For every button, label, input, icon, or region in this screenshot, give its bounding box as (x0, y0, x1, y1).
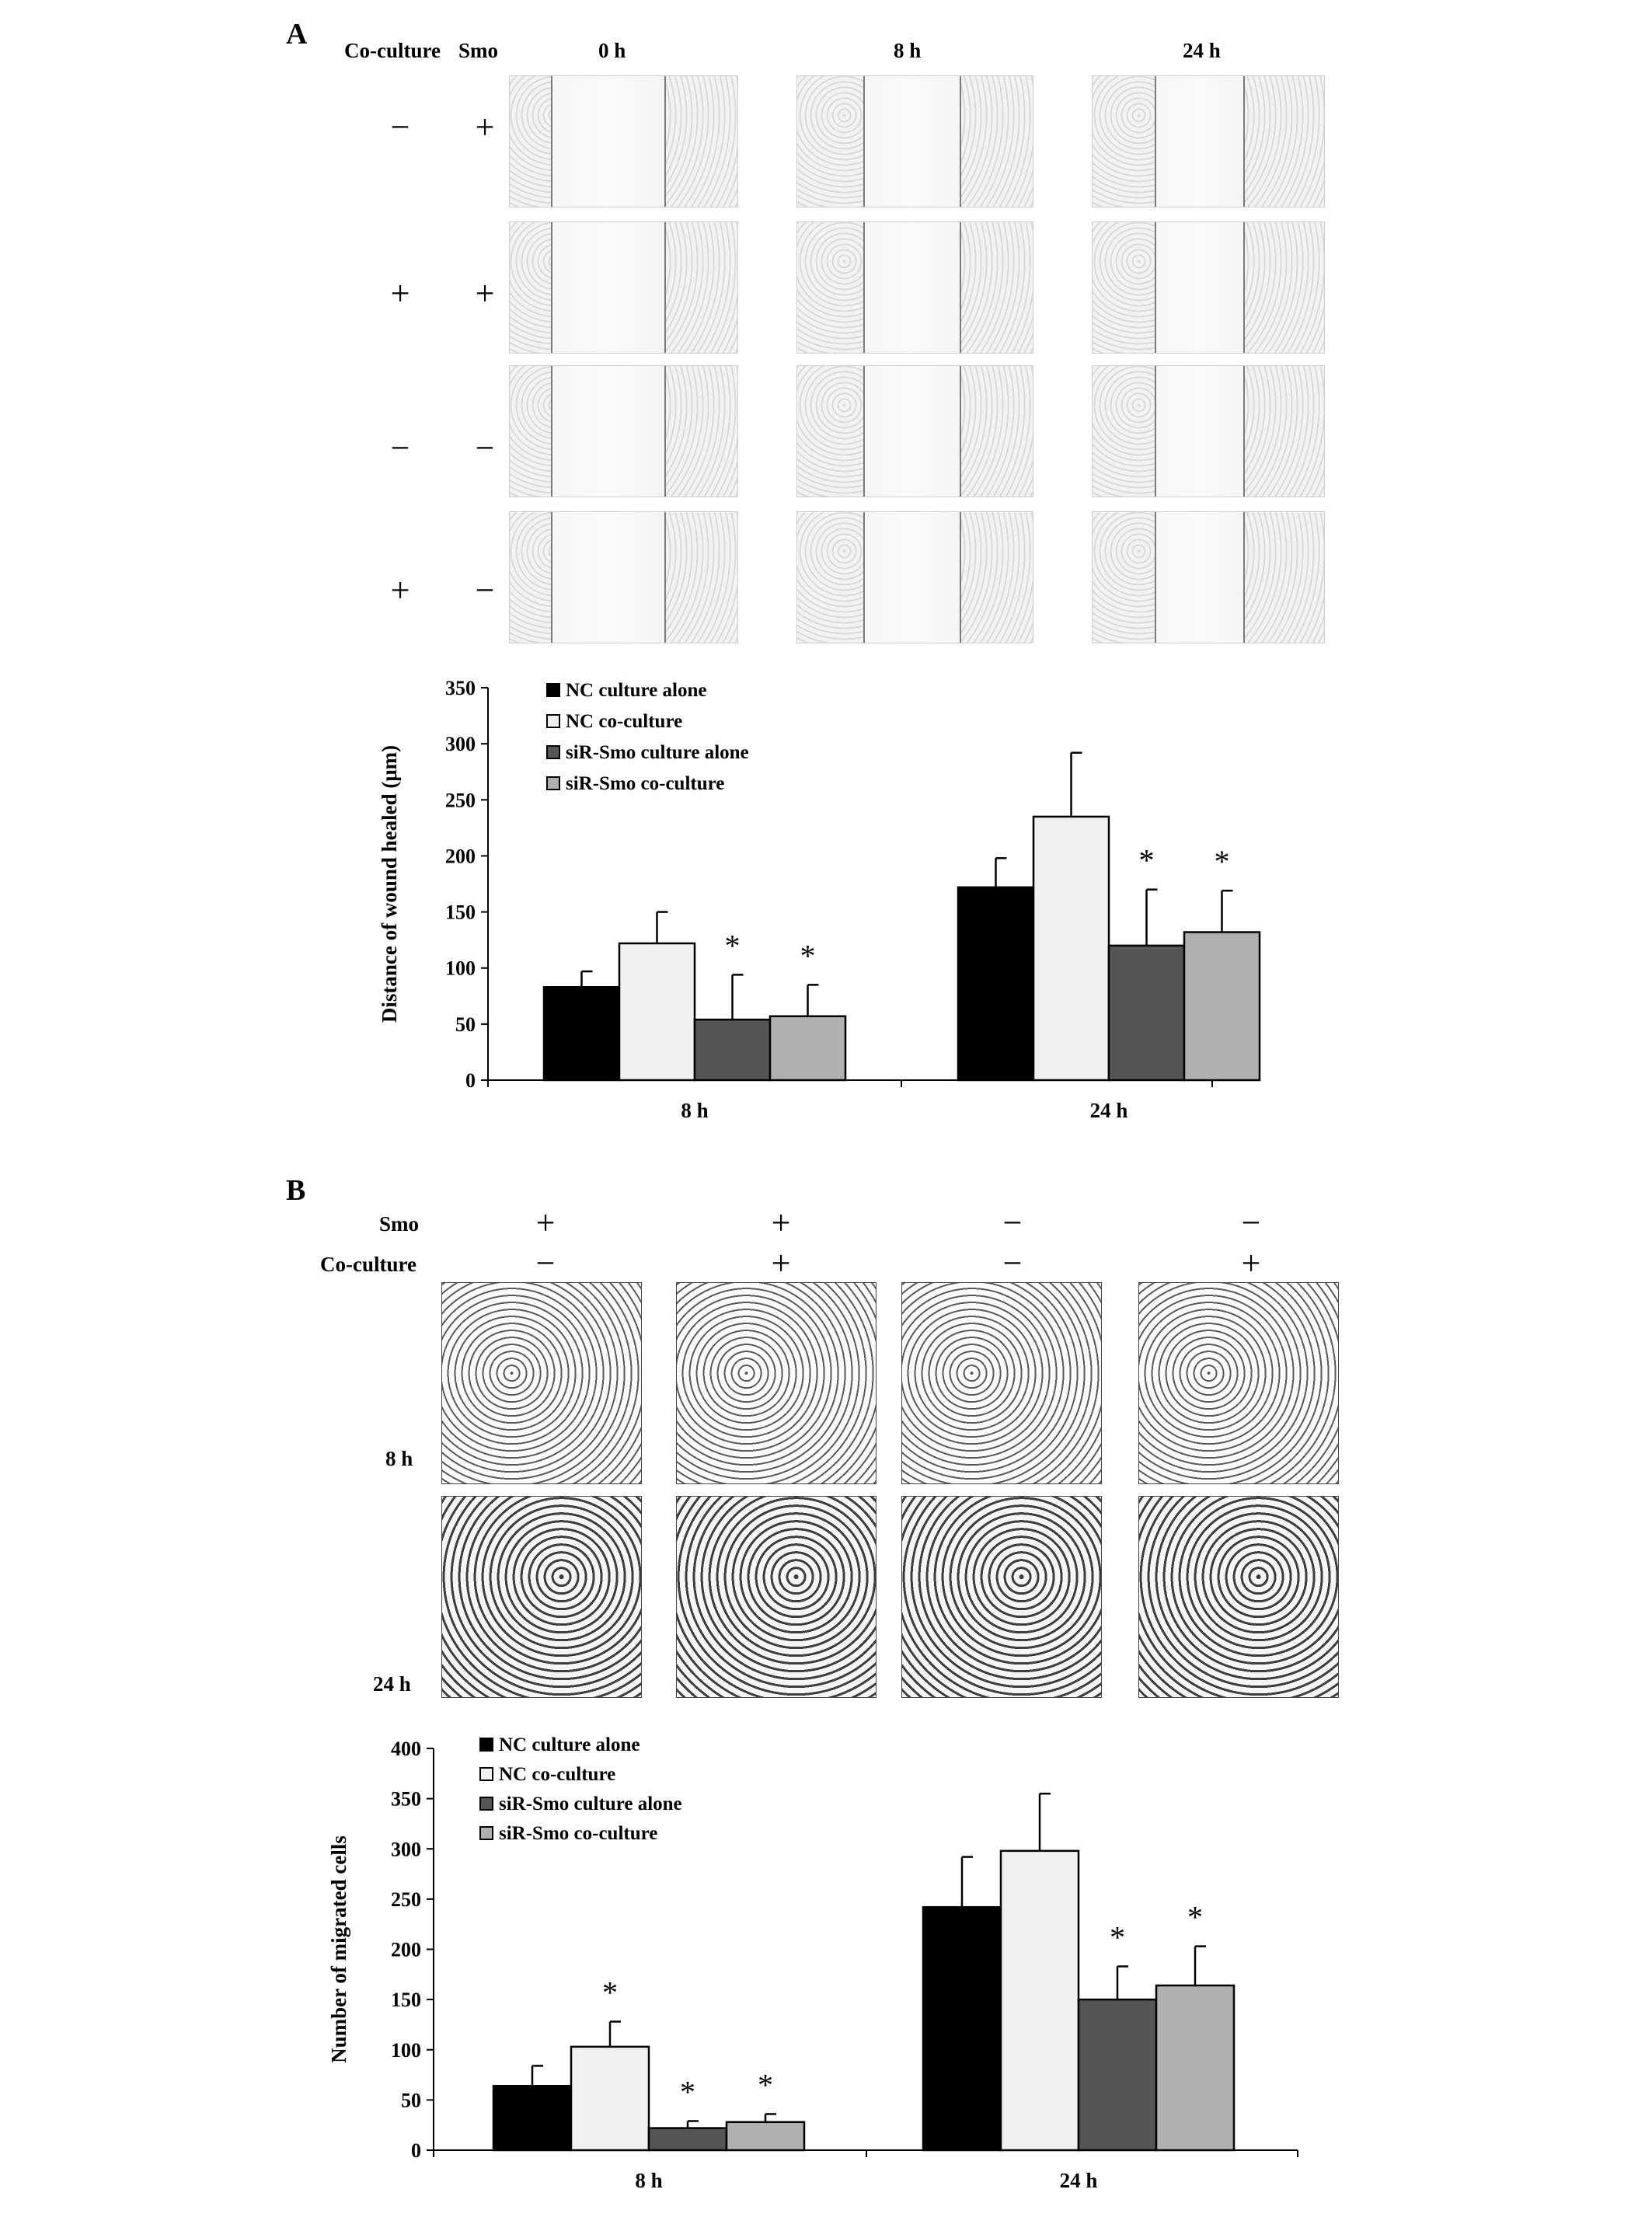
bar (1001, 1851, 1079, 2150)
wound-micrograph-r2-c2 (796, 221, 1033, 354)
wound-micrograph-r1-c2 (796, 75, 1033, 207)
bar (1156, 1985, 1234, 2150)
y-tick-label: 250 (391, 1888, 421, 1911)
bar (727, 2122, 804, 2150)
wound-edge-line (863, 512, 865, 643)
legend-label: NC co-culture (499, 1764, 616, 1785)
legend-label: siR-Smo co-culture (566, 773, 725, 794)
significance-star: * (1138, 842, 1155, 878)
wound-edge-line (664, 366, 666, 497)
wound-micrograph-r1-c1 (509, 75, 738, 207)
significance-star: * (758, 2067, 773, 2103)
bar (619, 943, 695, 1080)
significance-star: * (1110, 1919, 1125, 1955)
migration-bar-chart (311, 1729, 1383, 2226)
legend-swatch (480, 1738, 493, 1751)
row4-smo-sign: − (475, 571, 495, 609)
x-category-label: 8 h (635, 2169, 663, 2192)
y-tick-label: 300 (445, 733, 476, 756)
bar (1184, 932, 1260, 1080)
legend-swatch (547, 715, 559, 727)
wound-edge-line (863, 76, 865, 207)
y-tick-label: 200 (445, 845, 476, 868)
wound-healing-bar-chart (357, 668, 1383, 1150)
transwell-micrograph-r2-c2 (676, 1496, 877, 1698)
bar (493, 2086, 571, 2150)
transwell-micrograph-r1-c2 (676, 1282, 877, 1484)
wound-edge-line (863, 222, 865, 353)
significance-star: * (680, 2074, 695, 2110)
transwell-micrograph-r2-c3 (901, 1496, 1102, 1698)
transwell-micrograph-r1-c1 (441, 1282, 642, 1484)
x-category-label: 8 h (681, 1099, 709, 1122)
transwell-micrograph-r2-c4 (1138, 1496, 1339, 1698)
col1-smo-sign: + (535, 1204, 556, 1242)
y-tick-label: 400 (391, 1738, 421, 1760)
wound-edge-line (1155, 366, 1156, 497)
y-tick-label: 300 (391, 1838, 421, 1861)
wound-micrograph-r1-c3 (1092, 75, 1325, 207)
row1-coculture-sign: − (390, 108, 410, 146)
bar (958, 887, 1033, 1080)
bar (544, 987, 619, 1080)
col2-smo-sign: + (771, 1204, 791, 1242)
header-smo: Smo (458, 39, 499, 62)
legend-label: NC culture alone (499, 1734, 640, 1755)
wound-micrograph-r3-c3 (1092, 365, 1325, 497)
row-label-8h: 8 h (385, 1447, 413, 1470)
wound-edge-line (664, 512, 666, 643)
time-label-8h: 8 h (894, 39, 922, 62)
bar (770, 1016, 845, 1080)
wound-micrograph-r4-c1 (509, 511, 738, 643)
bar (923, 1907, 1001, 2150)
significance-star: * (1214, 844, 1230, 880)
y-tick-label: 50 (401, 2089, 421, 2112)
wound-edge-line (1155, 512, 1156, 643)
wound-edge-line (664, 222, 666, 353)
row2-coculture-sign: + (390, 274, 410, 312)
y-tick-label: 100 (445, 957, 476, 980)
y-tick-label: 50 (455, 1013, 476, 1036)
wound-micrograph-r2-c1 (509, 221, 738, 354)
bar (1079, 1999, 1156, 2150)
col4-smo-sign: − (1241, 1204, 1261, 1242)
legend-label: siR-Smo co-culture (499, 1823, 658, 1844)
bar (695, 1020, 770, 1080)
wound-edge-line (960, 512, 961, 643)
legend-swatch (547, 746, 559, 758)
wound-edge-line (1155, 222, 1156, 353)
wound-edge-line (551, 366, 552, 497)
transwell-micrograph-r1-c4 (1138, 1282, 1339, 1484)
y-tick-label: 250 (445, 789, 476, 812)
legend-swatch (480, 1827, 493, 1839)
smo-row-label: Smo (379, 1212, 420, 1236)
legend-swatch (547, 684, 559, 696)
significance-star: * (724, 928, 741, 964)
y-tick-label: 150 (391, 1989, 421, 2012)
wound-edge-line (960, 76, 961, 207)
row3-coculture-sign: − (390, 429, 410, 467)
wound-edge-line (1243, 76, 1245, 207)
y-tick-label: 350 (391, 1787, 421, 1811)
legend-label: NC co-culture (566, 711, 683, 732)
wound-edge-line (1243, 366, 1245, 497)
bar (1033, 817, 1109, 1080)
wound-micrograph-r3-c1 (509, 365, 738, 497)
y-tick-label: 100 (391, 2038, 421, 2062)
y-tick-label: 200 (391, 1938, 421, 1961)
col3-smo-sign: − (1002, 1204, 1023, 1242)
y-tick-label: 350 (445, 677, 476, 699)
wound-micrograph-r3-c2 (796, 365, 1033, 497)
legend-swatch (480, 1768, 493, 1780)
y-axis-title: Distance of wound healed (μm) (378, 744, 401, 1023)
wound-edge-line (863, 366, 865, 497)
wound-edge-line (551, 76, 552, 207)
row3-smo-sign: − (475, 429, 495, 467)
y-tick-label: 0 (411, 2139, 421, 2162)
transwell-micrograph-r2-c1 (441, 1496, 642, 1698)
y-axis-title: Number of migrated cells (327, 1835, 350, 2063)
significance-star: * (602, 1975, 618, 2010)
legend-swatch (480, 1797, 493, 1810)
col3-coculture-sign: − (1002, 1244, 1023, 1282)
significance-star: * (1187, 1899, 1203, 1935)
legend-label: siR-Smo culture alone (499, 1794, 682, 1814)
bar (571, 2047, 649, 2150)
panel-a-label: A (286, 18, 308, 51)
bar (1109, 946, 1184, 1080)
col2-coculture-sign: + (771, 1244, 791, 1282)
wound-micrograph-r4-c3 (1092, 511, 1325, 643)
header-coculture: Co-culture (344, 39, 441, 62)
wound-edge-line (960, 222, 961, 353)
y-tick-label: 150 (445, 901, 476, 924)
coculture-row-label: Co-culture (320, 1253, 416, 1276)
wound-edge-line (551, 222, 552, 353)
row-label-24h: 24 h (373, 1672, 411, 1696)
col1-coculture-sign: − (535, 1244, 556, 1282)
y-tick-label: 0 (465, 1069, 476, 1092)
time-label-0h: 0 h (598, 39, 626, 62)
x-category-label: 24 h (1059, 2169, 1098, 2192)
legend-label: siR-Smo culture alone (566, 742, 749, 763)
wound-edge-line (1243, 222, 1245, 353)
panel-b-label: B (286, 1174, 306, 1207)
transwell-micrograph-r1-c3 (901, 1282, 1102, 1484)
time-label-24h: 24 h (1183, 39, 1221, 62)
x-category-label: 24 h (1089, 1099, 1128, 1122)
row1-smo-sign: + (475, 108, 495, 146)
wound-edge-line (1155, 76, 1156, 207)
wound-edge-line (551, 512, 552, 643)
wound-edge-line (1243, 512, 1245, 643)
wound-micrograph-r2-c3 (1092, 221, 1325, 354)
wound-edge-line (664, 76, 666, 207)
bar (649, 2128, 727, 2150)
wound-micrograph-r4-c2 (796, 511, 1033, 643)
row2-smo-sign: + (475, 274, 495, 312)
col4-coculture-sign: + (1241, 1244, 1261, 1282)
legend-label: NC culture alone (566, 680, 707, 701)
legend-swatch (547, 777, 559, 790)
row4-coculture-sign: + (390, 571, 410, 609)
wound-edge-line (960, 366, 961, 497)
significance-star: * (800, 938, 816, 974)
